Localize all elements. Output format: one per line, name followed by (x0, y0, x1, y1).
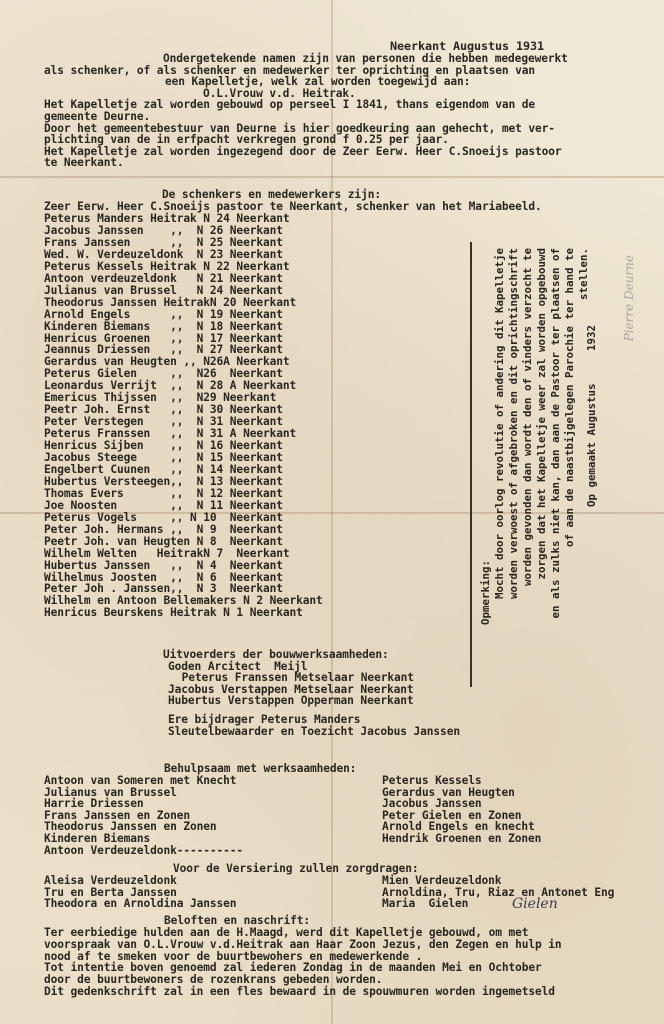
side-note-stamp: Op gemaakt Augustus 1932 (585, 325, 598, 508)
side-note-line: en als zulks niet kan, dan aan de Pastoor ter plaatsen of (549, 248, 562, 619)
donor-row: Peterus Kessels Heitrak N 22 Neerkant (44, 259, 290, 273)
builder-row: Goden Arcitect Meijl (168, 660, 308, 673)
donor-row: Emericus Thijssen ,, N29 Neerkant (44, 391, 277, 405)
builder-row: Peterus Franssen Metselaar Neerkant (175, 671, 414, 685)
donor-row: Peterus Vogels ,, N 10 Neerkant (44, 510, 283, 524)
helper-row: Antoon Verdeuzeldonk---------- (44, 843, 244, 857)
donor-row: Peterus Franssen ,, N 31 A Neerkant (44, 427, 297, 441)
side-note-line: stellen. (577, 248, 590, 301)
helper-row: Peterus Kessels (382, 774, 482, 787)
donor-row: Hubertus Janssen ,, N 4 Neerkant (44, 558, 283, 572)
donor-row: Jacobus Janssen ,, N 26 Neerkant (44, 223, 283, 237)
donor-row: Antoon verdeuzeldonk N 21 Neerkant (44, 271, 283, 285)
intro-line: een Kapelletje, welk zal worden toegewijd aan: (165, 75, 471, 89)
builder-row: Hubertus Verstappen Opperman Neerkant (168, 694, 414, 708)
donor-row: Wilhelmus Joosten ,, N 6 Neerkant (44, 570, 283, 584)
intro-line: plichting van de in erfpacht verkregen grond f 0.25 per jaar. (44, 133, 449, 147)
decoration-row: Mien Verdeuzeldonk (382, 874, 502, 887)
donor-row: Theodorus Janssen HeitrakN 20 Neerkant (44, 295, 297, 309)
intro-line: te Neerkant. (44, 156, 124, 170)
handwritten-name: Gielen (512, 896, 558, 912)
donor-row: Henricus Groenen ,, N 17 Neerkant (44, 331, 283, 345)
intro-line: gemeente Deurne. (44, 110, 151, 123)
donor-row: Peter Joh . Janssen,, N 3 Neerkant (44, 582, 283, 596)
helper-row: Gerardus van Heugten (382, 785, 515, 799)
promise-line: Tot intentie boven genoemd zal iederen Zondag in de maanden Mei en Ochtober (44, 961, 542, 975)
helper-row: Peter Gielen en Zonen (382, 808, 522, 822)
decoration-row: Theodora en Arnoldina Janssen (44, 897, 237, 911)
promise-line: Dit gedenkschrift zal in een fles bewaard in de spouwmuren worden ingemetseld (44, 985, 555, 998)
document-date: Neerkant Augustus 1931 (390, 39, 545, 53)
donor-row: Frans Janssen ,, N 25 Neerkant (44, 235, 283, 249)
intro-line: Ondergetekende namen zijn van personen die hebben medegewerkt (163, 52, 568, 65)
helper-row: Hendrik Groenen en Zonen (382, 832, 542, 845)
donor-row: Henricus Beurskens Heitrak N 1 Neerkant (44, 606, 303, 620)
decoration-heading: Voor de Versiering zullen zorgdragen: (173, 862, 419, 875)
donor-row: Peterus Manders Heitrak N 24 Neerkant (44, 212, 290, 225)
intro-line: Het Kapelletje zal worden gebouwd op perseel I 1841, thans eigendom van de (44, 98, 536, 112)
decoration-row: Arnoldina, Tru, Riaz en Antonet Eng (382, 885, 615, 899)
donor-row: Kinderen Biemans ,, N 18 Neerkant (44, 319, 283, 333)
promises-heading: Beloften en naschrift: (164, 914, 310, 927)
donor-row: Wilhelm Welten HeitrakN 7 Neerkant (44, 546, 290, 560)
helper-row: Harrie Driessen (44, 797, 144, 811)
donor-row: Arnold Engels ,, N 19 Neerkant (44, 307, 283, 321)
donor-row: Peterus Gielen ,, N26 Neerkant (44, 367, 283, 381)
side-note-line: of aan de naastbijgelegen Parochie ter hand te (563, 248, 576, 548)
promise-line: door de buurtbewoners de rozenkrans gebeden worden. (44, 973, 383, 987)
honorary-row: Ere bijdrager Peterus Manders (168, 713, 361, 726)
donor-row: Thomas Evers ,, N 12 Neerkant (44, 486, 283, 500)
helper-row: Antoon van Someren met Knecht (44, 774, 237, 787)
helper-row: Frans Janssen en Zonen (44, 808, 190, 822)
builder-row: Jacobus Verstappen Metselaar Neerkant (168, 682, 414, 696)
intro-line: Het Kapelletje zal worden ingezegend door de Zeer Eerw. Heer C.Snoeijs pastoor (44, 144, 562, 158)
intro-line: O.L.Vrouw v.d. Heitrak. (203, 86, 356, 100)
promise-line: nood af te smeken voor de buurtbewohers en medewerkende . (44, 949, 423, 963)
helper-row: Jacobus Janssen (382, 797, 482, 811)
helper-row: Arnold Engels en knecht (382, 820, 535, 834)
helper-row: Kinderen Biemans (44, 832, 151, 845)
side-note-line: worden gevonden dan wordt den of vinders verzocht te (521, 248, 534, 587)
donor-row: Wed. W. Verdeuzeldonk N 23 Neerkant (44, 247, 283, 261)
donor-row: Gerardus van Heugten ,, N26A Neerkant (44, 355, 290, 369)
decoration-row: Aleisa Verdeuzeldonk (44, 874, 177, 887)
donor-row: Jeannus Driessen ,, N 27 Neerkant (44, 343, 283, 357)
donor-row: Peetr Joh. Ernst ,, N 30 Neerkant (44, 403, 283, 417)
promise-line: voorspraak van O.L.Vrouw v.d.Heitrak aan Haar Zoon Jezus, den Zegen en hulp in (44, 937, 562, 951)
donor-row: Henricus Sijben ,, N 16 Neerkant (44, 439, 283, 453)
donors-heading: De schenkers en medewerkers zijn: (162, 188, 381, 201)
donor-row: Hubertus Versteegen,, N 13 Neerkant (44, 474, 283, 488)
side-note-line: zorgen dat het Kapelletje weer zal worden opgebouwd (535, 248, 548, 580)
helper-row: Julianus van Brussel (44, 785, 177, 799)
donor-row: Jacobus Steege ,, N 15 Neerkant (44, 451, 283, 464)
donor-row: Peter Verstegen ,, N 31 Neerkant (44, 415, 283, 429)
donor-row: Julianus van Brussel N 24 Neerkant (44, 283, 283, 297)
donor-priest: Zeer Eerw. Heer C.Snoeijs pastoor te Neerkant, schenker van het Mariabeeld. (44, 200, 542, 213)
pencil-signature: Pierre Deurne (622, 255, 636, 342)
decoration-row: Tru en Berta Janssen (44, 885, 177, 899)
donor-row: Peetr Joh. van Heugten N 8 Neerkant (44, 534, 283, 548)
donor-row: Joe Noosten ,, N 11 Neerkant (44, 498, 283, 512)
builders-heading: Uitvoerders der bouwwerksaamheden: (163, 648, 389, 661)
promise-line: Ter eerbiedige hulden aan de H.Maagd, werd dit Kapelletje gebouwd, om met (44, 926, 529, 939)
helper-row: Theodorus Janssen en Zonen (44, 820, 217, 834)
side-note-line: Mocht door oorlog revolutie of andering dit Kapelletje (493, 248, 506, 600)
helpers-heading: Behulpsaam met werksaamheden: (164, 762, 357, 775)
donor-row: Leonardus Verrijt ,, N 28 A Neerkant (44, 379, 297, 393)
donor-row: Peter Joh. Hermans ,, N 9 Neerkant (44, 522, 283, 536)
side-note-line: worden verwoest of afgebroken en dit oprichtingschrift (507, 248, 520, 600)
intro-line: als schenker, of als schenker en medewerker ter oprichting en plaatsen van (44, 63, 536, 77)
intro-line: Door het gemeentebestuur van Deurne is hier goedkeuring aan gehecht, met ver- (44, 121, 555, 135)
donor-row: Wilhelm en Antoon Bellemakers N 2 Neerkant (44, 594, 323, 608)
donor-row: Engelbert Cuunen ,, N 14 Neerkant (44, 462, 283, 476)
decoration-row: Maria Gielen (382, 897, 469, 911)
honorary-row: Sleutelbewaarder en Toezicht Jacobus Janssen (168, 724, 460, 738)
side-note-line: Opmerking: (479, 560, 492, 626)
